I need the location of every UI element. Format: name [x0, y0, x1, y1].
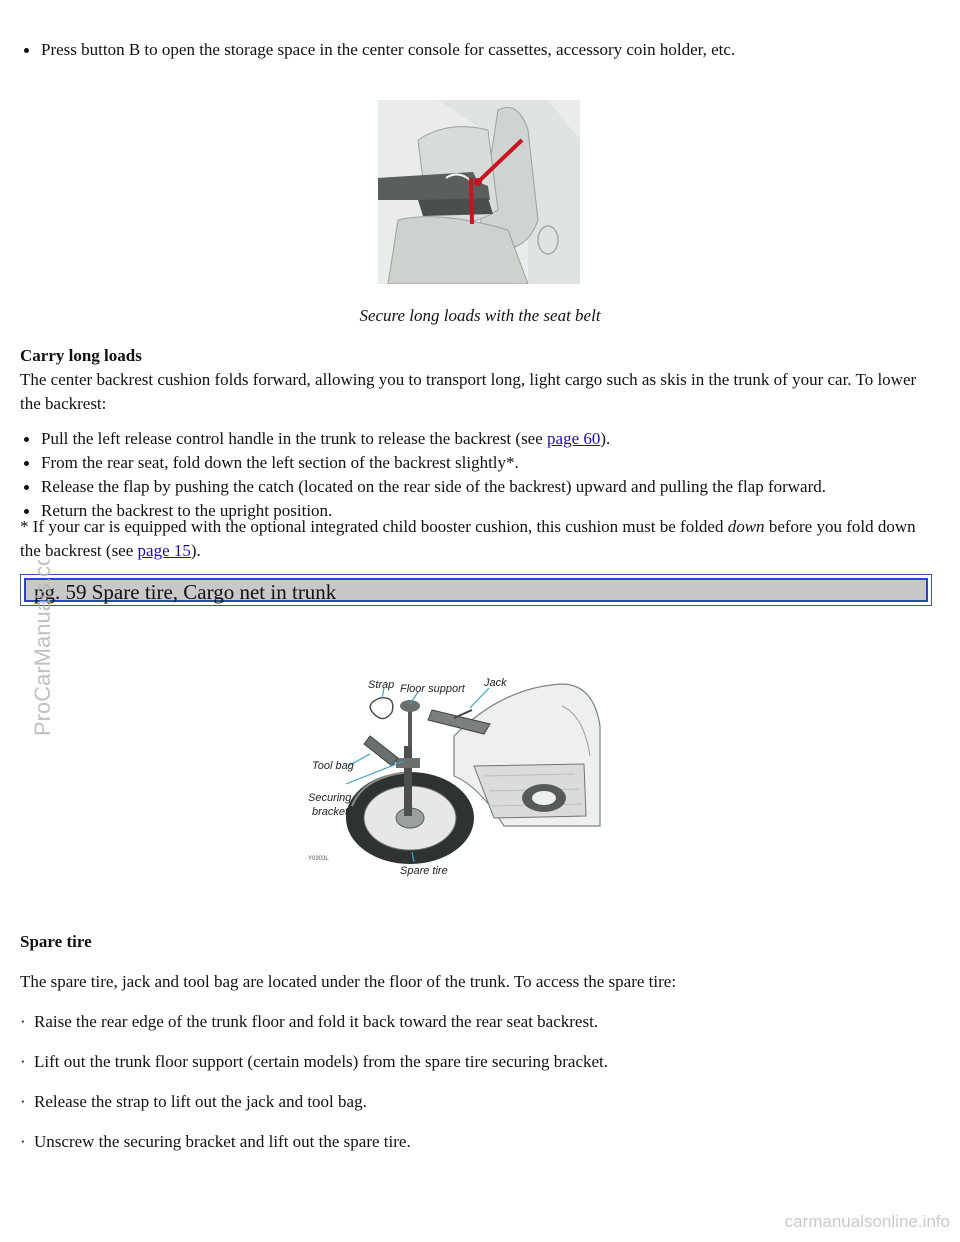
long-loads-intro: The center backrest cushion folds forward, allowing you to transport long, light cargo such as skis in the trunk of your car. To lower the backrest:: [20, 370, 917, 413]
dot-marker: ·: [20, 1012, 26, 1031]
label-tool-bag: Tool bag: [312, 760, 354, 772]
label-floor-support: Floor support: [400, 683, 465, 695]
section-title: pg. 59 Spare tire, Cargo net in trunk: [24, 578, 928, 602]
spare-tire-diagram: [304, 666, 604, 880]
label-spare-tire: Spare tire: [400, 865, 448, 877]
list-item: [20, 1130, 940, 1154]
list-item: Return the backrest to the upright position.: [20, 499, 940, 523]
top-bullet-list: [20, 38, 940, 62]
page-15-link[interactable]: page 15: [137, 541, 191, 560]
long-loads-steps: [20, 427, 940, 523]
spare-tire-intro: The spare tire, jack and tool bag are located under the floor of the trunk. To access the spare tire:: [20, 972, 677, 991]
dot-marker: ·: [20, 1092, 26, 1111]
list-item: [20, 1010, 940, 1034]
label-strap: Strap: [368, 679, 395, 691]
list-item: Press button B to open the storage space in the center console for cassettes, accessory coin holder, etc.: [20, 38, 940, 62]
seat-belt-illustration: [378, 100, 580, 284]
figure-code: Y0303L: [308, 856, 329, 862]
label-securing: Securing: [308, 792, 352, 804]
page-60-link[interactable]: page 60: [547, 429, 601, 448]
step-text: Release the strap to lift out the jack and tool bag.: [34, 1092, 367, 1111]
dot-marker: ·: [20, 1052, 26, 1071]
dot-marker: ·: [20, 1132, 26, 1151]
list-item: Release the flap by pushing the catch (located on the rear side of the backrest) upward and pulling the flap forward.: [20, 475, 940, 499]
list-item: [20, 1050, 940, 1074]
note-text: before you fold down the backrest (see: [20, 517, 916, 560]
label-bracket: bracket: [312, 806, 349, 818]
side-watermark-text: ProCarManuals.com: [30, 560, 55, 736]
spare-tire-heading: Spare tire: [20, 932, 92, 951]
list-item: [20, 1090, 940, 1114]
step-text: Raise the rear edge of the trunk floor and fold it back toward the rear seat backrest.: [34, 1012, 599, 1031]
step-text: Unscrew the securing bracket and lift out the spare tire.: [34, 1132, 411, 1151]
step-text: ).: [600, 429, 611, 448]
step-text: Pull the left release control handle in the trunk to release the backrest (see: [41, 429, 548, 448]
note-emphasis: down: [727, 517, 765, 536]
footer-watermark: carmanualsonline.info: [784, 1212, 950, 1231]
section-header: [20, 574, 932, 606]
label-jack: Jack: [484, 677, 507, 689]
note-text: * If your car is equipped with the optional integrated child booster cushion, this cushion must be folded: [20, 517, 728, 536]
list-item: [20, 427, 940, 451]
list-item: From the rear seat, fold down the left section of the backrest slightly*.: [20, 451, 940, 475]
long-loads-heading: Carry long loads: [20, 346, 142, 365]
step-text: Lift out the trunk floor support (certain models) from the spare tire securing bracket.: [34, 1052, 609, 1071]
booster-note: [20, 515, 940, 563]
note-text: ).: [190, 541, 201, 560]
side-watermark: [12, 560, 72, 740]
figure-caption: Secure long loads with the seat belt: [359, 306, 601, 325]
